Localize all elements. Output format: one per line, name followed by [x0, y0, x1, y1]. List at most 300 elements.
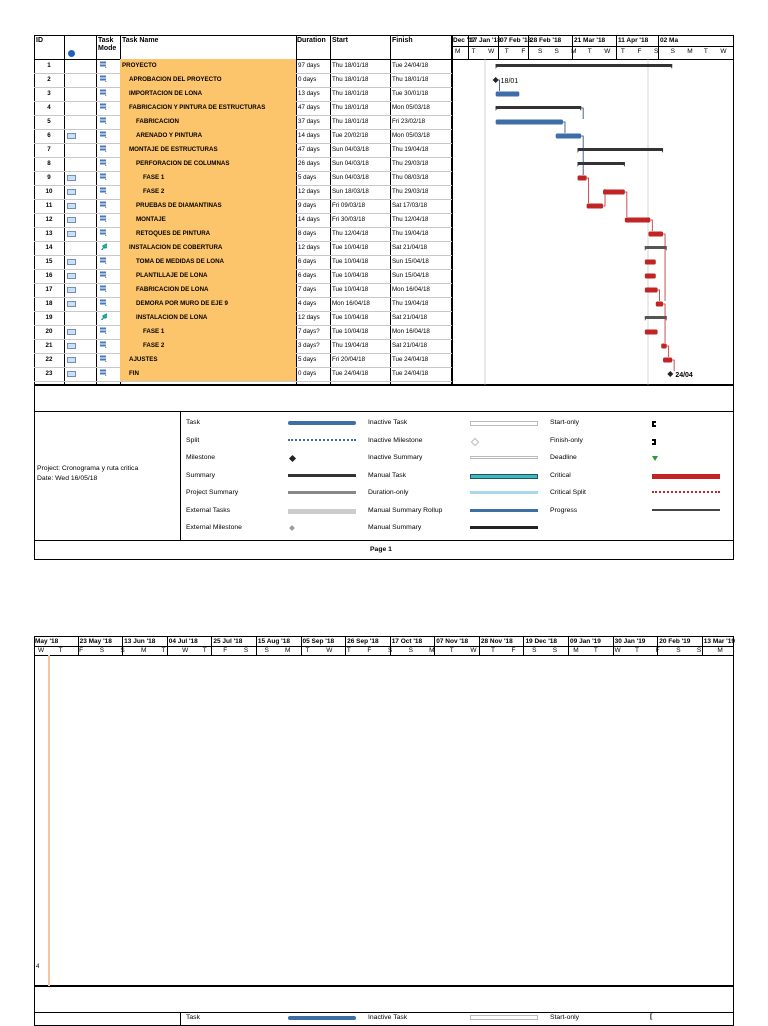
timescale-top-label: 07 Feb '18 [500, 37, 532, 44]
legend-swatch [470, 526, 538, 529]
timescale-day-label: F [521, 48, 526, 55]
timescale-top-label: 23 May '18 [79, 638, 112, 645]
timescale-top-label: 07 Nov '18 [436, 638, 469, 645]
legend-swatch [470, 474, 538, 479]
timescale-day-label: F [223, 647, 228, 654]
timescale-top-label: 09 Jan '19 [570, 638, 601, 645]
task-name: APROBACION DEL PROYECTO [129, 76, 222, 83]
task-duration: 5 days [298, 174, 317, 181]
timescale-day-label: T [346, 647, 351, 654]
task-id: 22 [45, 356, 53, 363]
timescale-day-label: S [243, 647, 249, 654]
milestone-marker[interactable] [667, 371, 673, 377]
timescale-day-label: S [554, 48, 559, 55]
task-bar[interactable] [556, 134, 581, 139]
task-start: Thu 18/01/18 [332, 104, 369, 111]
milestone-date-label: 24/04 [675, 372, 693, 379]
timescale-day-label: M [140, 647, 147, 654]
dependency-link [663, 234, 665, 301]
task-name: TOMA DE MEDIDAS DE LONA [136, 258, 225, 265]
timescale-day-label: T [504, 48, 509, 55]
task-finish: Sat 21/04/18 [392, 342, 428, 349]
calendar-indicator-icon[interactable] [67, 343, 76, 349]
critical-task-bar[interactable] [648, 232, 663, 237]
timescale-top-label: 19 Dec '18 [525, 638, 557, 645]
timescale-day-label: F [79, 647, 84, 654]
calendar-indicator-icon[interactable] [67, 189, 76, 195]
critical-task-bar[interactable] [645, 330, 658, 335]
task-finish: Thu 18/01/18 [392, 76, 429, 83]
timescale-day-label: W [614, 647, 621, 654]
task-finish: Thu 19/04/18 [392, 146, 429, 153]
auto-schedule-icon[interactable] [99, 173, 107, 180]
dependency-link [587, 178, 589, 203]
critical-task-bar[interactable] [587, 204, 603, 209]
task-finish: Sat 17/03/18 [392, 202, 428, 209]
task-start: Tue 24/04/18 [332, 370, 369, 377]
task-duration: 5 days [298, 356, 317, 363]
summary-bar[interactable] [496, 106, 582, 111]
auto-schedule-icon[interactable] [99, 159, 107, 166]
auto-schedule-icon[interactable] [99, 299, 107, 306]
timescale-day-label: S [654, 48, 659, 55]
auto-schedule-icon[interactable] [99, 341, 107, 348]
critical-task-bar[interactable] [663, 358, 672, 363]
project-date: Date: Wed 16/05/18 [37, 475, 98, 482]
timescale-day-label: S [537, 48, 543, 55]
task-finish: Sat 21/04/18 [392, 314, 428, 321]
task-start: Fri 20/04/18 [332, 356, 366, 363]
auto-schedule-icon[interactable] [99, 327, 107, 334]
summary-bar[interactable] [578, 148, 664, 153]
critical-task-bar[interactable] [661, 344, 666, 349]
task-id: 3 [47, 90, 51, 97]
auto-schedule-icon[interactable] [99, 271, 107, 278]
task-finish: Sat 21/04/18 [392, 244, 428, 251]
task-name: PROYECTO [122, 62, 157, 69]
timescale-day-label: T [703, 48, 708, 55]
column-header-finish[interactable]: Finish [392, 37, 413, 44]
critical-task-bar[interactable] [645, 274, 656, 279]
timescale-day-label: S [696, 647, 702, 654]
task-id: 23 [45, 370, 53, 377]
legend-swatch [470, 421, 538, 426]
task-id: 10 [45, 188, 53, 195]
calendar-indicator-icon[interactable] [67, 217, 76, 223]
manual-schedule-pin-icon[interactable] [99, 243, 107, 250]
task-id: 15 [45, 258, 53, 265]
legend-swatch [288, 421, 356, 425]
page-number: Page 1 [370, 546, 392, 553]
legend-swatch [652, 509, 720, 511]
column-header-duration[interactable]: Duration [297, 37, 326, 44]
task-start: Tue 20/02/18 [332, 132, 369, 139]
milestone-date-label: 18/01 [500, 78, 519, 85]
legend-swatch [470, 509, 538, 512]
timescale-day-label: S [120, 647, 125, 654]
legend-label: Critical [550, 471, 571, 479]
task-finish: Thu 12/04/18 [392, 216, 429, 223]
task-id: 16 [45, 272, 53, 279]
timescale-day-label: S [670, 48, 675, 55]
legend-label: Duration-only [368, 489, 409, 496]
timescale-day-label: S [388, 647, 393, 654]
task-start: Thu 18/01/18 [332, 76, 369, 83]
task-finish: Mon 16/04/18 [392, 286, 430, 293]
timescale-top-label: 13 Jun '18 [124, 638, 156, 645]
project-marker-line [48, 655, 50, 986]
task-start: Thu 18/01/18 [332, 90, 369, 97]
task-id: 14 [45, 244, 53, 251]
manual-schedule-pin-icon[interactable] [99, 313, 107, 320]
task-start: Mon 16/04/18 [332, 300, 370, 307]
task-name: MONTAJE DE ESTRUCTURAS [129, 146, 218, 153]
task-name: IMPORTACION DE LONA [129, 90, 203, 97]
legend-label: Milestone [186, 454, 216, 461]
legend-swatch [652, 474, 720, 479]
timescale-day-label: S [552, 647, 558, 654]
timescale-day-label: W [720, 48, 727, 55]
timescale-day-label: T [620, 48, 625, 55]
timescale-day-label: S [676, 647, 681, 654]
task-start: Sun 04/03/18 [332, 160, 369, 167]
task-finish: Tue 24/04/18 [392, 356, 429, 363]
task-name: FABRICACION Y PINTURA DE ESTRUCTURAS [129, 104, 266, 111]
task-name: AJUSTES [129, 356, 158, 363]
calendar-indicator-icon[interactable] [67, 301, 76, 307]
legend-label: Start-only [550, 419, 580, 426]
task-name: FASE 2 [143, 188, 165, 195]
critical-task-bar[interactable] [603, 190, 625, 195]
task-id: 11 [45, 202, 53, 209]
auto-schedule-icon[interactable] [99, 257, 107, 264]
legend-swatch [470, 456, 538, 459]
task-duration: 14 days [298, 132, 320, 139]
calendar-indicator-icon[interactable] [67, 133, 76, 139]
task-duration: 7 days [298, 286, 317, 293]
timescale-top-label: 04 Jul '18 [168, 638, 198, 645]
timescale-top-label: 20 Feb '19 [659, 638, 691, 645]
timescale-day-label: T [449, 647, 454, 654]
task-bar[interactable] [496, 120, 563, 125]
task-duration: 0 days [298, 370, 317, 377]
task-id: 19 [45, 314, 53, 321]
legend2-start-only-label: Start-only [550, 1014, 580, 1021]
row-marker: 4 [36, 963, 40, 970]
task-name: FASE 1 [143, 174, 165, 181]
task-id: 4 [47, 104, 51, 111]
timescale-top-label: May '18 [35, 638, 59, 645]
task-id: 18 [45, 300, 53, 307]
calendar-indicator-icon[interactable] [67, 231, 76, 237]
task-name: INSTALACION DE LONA [136, 314, 208, 321]
task-id: 6 [47, 132, 51, 139]
task-name: FASE 1 [143, 328, 165, 335]
calendar-indicator-icon[interactable] [67, 357, 76, 363]
task-finish: Tue 24/04/18 [392, 62, 429, 69]
task-duration: 14 days [298, 216, 320, 223]
legend-label: Split [186, 436, 200, 444]
task-finish: Sun 15/04/18 [392, 258, 429, 265]
task-start: Tue 10/04/18 [332, 244, 369, 251]
legend-swatch [288, 439, 356, 441]
legend-swatch [288, 491, 356, 494]
task-bar[interactable] [496, 92, 520, 97]
timescale-day-label: T [161, 647, 166, 654]
legend-label: Inactive Summary [368, 454, 423, 461]
task-duration: 4 days [298, 300, 317, 307]
task-finish: Sun 15/04/18 [392, 272, 429, 279]
task-duration: 6 days [298, 272, 317, 279]
dependency-link [581, 136, 583, 175]
timescale-top-label: 11 Apr '18 [618, 37, 649, 44]
critical-task-bar[interactable] [656, 302, 663, 307]
timescale-day-label: W [182, 647, 189, 654]
legend-swatch [470, 491, 538, 494]
legend-label: Deadline [550, 454, 577, 461]
critical-task-bar[interactable] [645, 288, 658, 293]
timescale-day-label: F [367, 647, 372, 654]
column-header-id[interactable]: ID [36, 37, 43, 44]
task-id: 21 [45, 342, 53, 349]
calendar-indicator-icon[interactable] [67, 329, 76, 335]
timescale-day-label: F [637, 48, 642, 55]
legend-swatch [652, 456, 658, 461]
timescale-day-label: M [455, 48, 461, 55]
task-duration: 12 days [298, 314, 320, 321]
dependency-link [663, 304, 665, 343]
legend-swatch [288, 474, 356, 477]
auto-schedule-icon[interactable] [99, 215, 107, 222]
task-name: DEMORA POR MURO DE EJE 9 [136, 300, 228, 307]
calendar-indicator-icon[interactable] [67, 203, 76, 209]
timeline-frame [34, 636, 734, 986]
task-finish: Thu 29/03/18 [392, 160, 429, 167]
legend2-inactive-task-swatch [470, 1015, 538, 1020]
task-id: 20 [45, 328, 53, 335]
task-start: Tue 10/04/18 [332, 328, 369, 335]
calendar-indicator-icon[interactable] [67, 175, 76, 181]
timescale-day-label: M [285, 647, 291, 654]
task-start: Fri 30/03/18 [332, 216, 366, 223]
task-start: Thu 19/04/18 [332, 342, 369, 349]
info-column-icon [68, 50, 75, 57]
auto-schedule-icon[interactable] [99, 145, 107, 152]
task-start: Thu 18/01/18 [332, 62, 369, 69]
critical-task-bar[interactable] [625, 218, 650, 223]
auto-schedule-icon[interactable] [99, 117, 107, 124]
timescale-day-label: S [264, 647, 269, 654]
task-name: FABRICACION DE LONA [136, 286, 209, 293]
legend-label: Manual Task [368, 471, 407, 479]
column-header-task-name[interactable]: Task Name [122, 37, 159, 44]
dependency-link [581, 108, 583, 119]
task-finish: Thu 08/03/18 [392, 174, 429, 181]
auto-schedule-icon[interactable] [99, 285, 107, 292]
dependency-link [497, 80, 499, 91]
dependency-link [650, 220, 652, 231]
calendar-indicator-icon[interactable] [67, 371, 76, 377]
task-name: MONTAJE [136, 216, 166, 223]
task-name: INSTALACION DE COBERTURA [129, 244, 223, 251]
timescale-day-label: M [571, 48, 577, 55]
task-start: Sun 04/03/18 [332, 146, 369, 153]
task-duration: 9 days [298, 202, 317, 209]
timescale-day-label: T [305, 647, 310, 654]
task-id: 1 [47, 62, 51, 69]
task-duration: 26 days [298, 160, 320, 167]
legend-label: Critical Split [550, 489, 586, 496]
task-start: Fri 09/03/18 [332, 202, 366, 209]
legend-label: Progress [550, 506, 578, 514]
legend-swatch [652, 439, 656, 445]
dependency-link [658, 290, 660, 301]
legend-label: External Milestone [186, 524, 242, 531]
legend2-task-swatch [288, 1016, 356, 1020]
task-id: 17 [45, 286, 53, 293]
task-start: Tue 10/04/18 [332, 258, 369, 265]
task-start: Thu 12/04/18 [332, 230, 369, 237]
auto-schedule-icon[interactable] [99, 187, 107, 194]
summary-bar[interactable] [496, 64, 672, 69]
calendar-indicator-icon[interactable] [67, 287, 76, 293]
timescale-day-label: T [471, 48, 476, 55]
task-id: 7 [47, 146, 51, 153]
task-duration: 47 days [298, 104, 320, 111]
task-finish: Thu 29/03/18 [392, 188, 429, 195]
timescale-day-label: W [604, 48, 611, 55]
task-name: PERFORACION DE COLUMNAS [136, 160, 230, 167]
auto-schedule-icon[interactable] [99, 89, 107, 96]
task-start: Tue 10/04/18 [332, 314, 369, 321]
dependency-link [667, 346, 669, 357]
gantt-chart [452, 59, 734, 385]
task-duration: 8 days [298, 230, 317, 237]
timescale-day-label: T [490, 647, 495, 654]
task-duration: 13 days [298, 90, 320, 97]
task-id: 12 [45, 216, 53, 223]
task-id: 2 [47, 76, 51, 83]
auto-schedule-icon[interactable] [99, 355, 107, 362]
timescale-day-label: M [429, 647, 435, 654]
task-name: PLANTILLAJE DE LONA [136, 272, 208, 279]
timescale-day-label: F [655, 647, 660, 654]
task-start: Sun 18/03/18 [332, 188, 369, 195]
timescale-day-label: S [99, 647, 105, 654]
legend-label: Inactive Milestone [368, 436, 423, 444]
task-name: RETOQUES DE PINTURA [136, 230, 211, 237]
timescale-top-label: 15 Aug '18 [257, 638, 290, 645]
task-name: FASE 2 [143, 342, 165, 349]
project-name: Project: Cronograma y ruta critica [37, 465, 139, 472]
critical-task-bar[interactable] [578, 176, 587, 181]
calendar-indicator-icon[interactable] [67, 259, 76, 265]
legend-label: Inactive Task [368, 419, 408, 426]
auto-schedule-icon[interactable] [99, 61, 107, 68]
timescale-day-label: F [511, 647, 516, 654]
legend2-start-only-symbol: [ [650, 1013, 653, 1020]
legend-label: Task [186, 419, 200, 426]
task-duration: 97 days [298, 62, 320, 69]
timescale-day-label: T [587, 48, 592, 55]
task-finish: Fri 23/02/18 [392, 118, 426, 125]
timescale-day-label: T [635, 647, 640, 654]
timescale-day-label: M [687, 48, 693, 55]
task-name: ARENADO Y PINTURA [136, 132, 203, 139]
auto-schedule-icon[interactable] [99, 75, 107, 82]
timescale-day-label: S [532, 647, 537, 654]
timescale-day-label: W [326, 647, 333, 654]
task-finish: Tue 24/04/18 [392, 370, 429, 377]
timescale-top-label: Dec '17 [453, 37, 476, 44]
auto-schedule-icon[interactable] [99, 369, 107, 376]
timescale-top-label: 13 Mar '19 [703, 638, 735, 645]
timescale-day-label: M [717, 647, 723, 654]
task-duration: 12 days [298, 188, 320, 195]
task-name: FABRICACION [136, 118, 179, 125]
summary-bar[interactable] [578, 162, 625, 167]
timescale-day-label: T [593, 647, 598, 654]
task-duration: 7 days? [298, 328, 320, 335]
task-duration: 37 days [298, 118, 320, 125]
legend-label: Manual Summary [368, 524, 422, 531]
timescale-day-label: M [573, 647, 579, 654]
task-start: Thu 18/01/18 [332, 118, 369, 125]
auto-schedule-icon[interactable] [99, 103, 107, 110]
legend-label: Summary [186, 471, 216, 479]
task-start: Sun 04/03/18 [332, 174, 369, 181]
task-start: Tue 10/04/18 [332, 286, 369, 293]
critical-task-bar[interactable] [645, 260, 656, 265]
task-duration: 6 days [298, 258, 317, 265]
legend-swatch [288, 509, 356, 514]
timescale-day-label: W [38, 647, 45, 654]
task-id: 5 [47, 118, 51, 125]
task-duration: 3 days? [298, 342, 320, 349]
legend-label: Finish-only [550, 436, 583, 444]
dependency-link [672, 360, 674, 371]
timescale-day-label: W [488, 48, 495, 55]
timescale-top-label: 21 Mar '18 [574, 37, 606, 44]
timescale-top-label: 26 Sep '18 [347, 638, 379, 645]
task-finish: Tue 30/01/18 [392, 90, 429, 97]
auto-schedule-icon[interactable] [99, 131, 107, 138]
task-finish: Mon 16/04/18 [392, 328, 430, 335]
legend-label: Manual Summary Rollup [368, 506, 443, 514]
timescale-top-label: 28 Nov '18 [480, 638, 513, 645]
task-id: 8 [47, 160, 51, 167]
auto-schedule-icon[interactable] [99, 229, 107, 236]
task-finish: Mon 05/03/18 [392, 104, 430, 111]
column-header-task-mode[interactable]: Task Mode [98, 37, 117, 52]
task-id: 9 [47, 174, 51, 181]
timescale-day-label: W [470, 647, 477, 654]
dependency-link [625, 192, 627, 217]
auto-schedule-icon[interactable] [99, 201, 107, 208]
task-duration: 12 days [298, 244, 320, 251]
legend-label: External Tasks [186, 506, 231, 514]
legend-label: Project Summary [186, 489, 239, 496]
timescale-top-label: 25 Jul '18 [213, 638, 243, 645]
task-duration: 0 days [298, 76, 317, 83]
task-start: Tue 10/04/18 [332, 272, 369, 279]
timescale-top-label: 17 Jan '18 [470, 37, 501, 44]
timescale-top-label: 02 Ma [660, 37, 679, 44]
calendar-indicator-icon[interactable] [67, 273, 76, 279]
dependency-link [563, 122, 565, 133]
column-header-start[interactable]: Start [332, 37, 348, 44]
timescale-day-label: S [408, 647, 413, 654]
